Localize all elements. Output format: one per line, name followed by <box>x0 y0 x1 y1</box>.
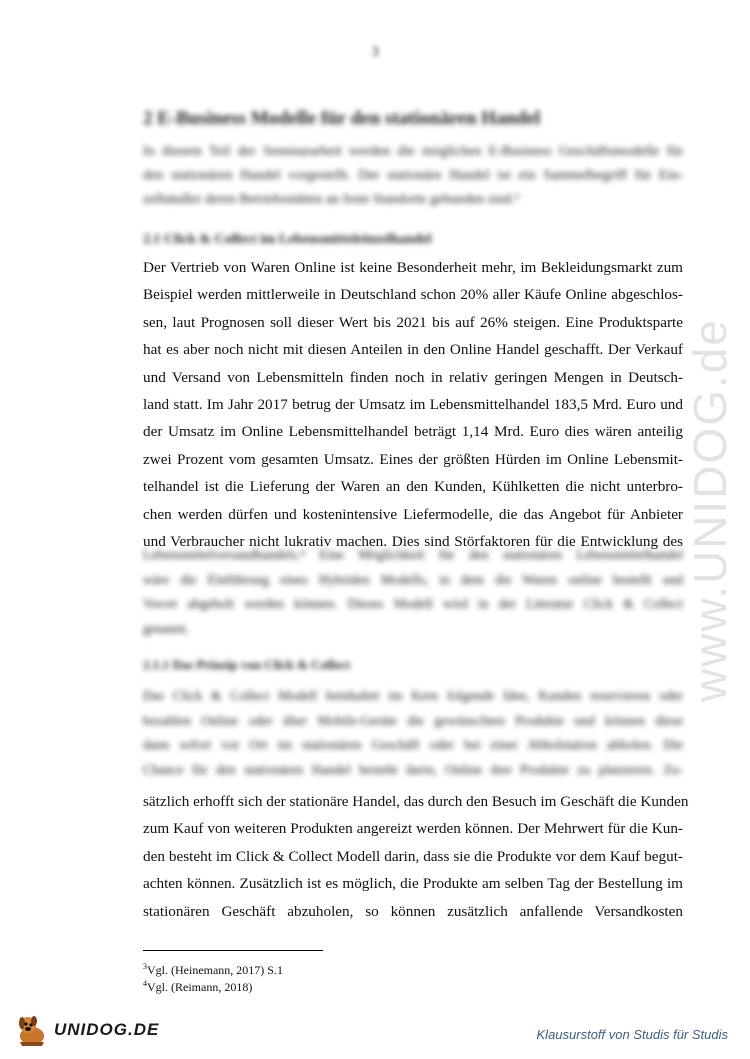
text-line: zelhändler deren Betriebsstätten an feste Standorte gebunden sind.³ <box>143 192 519 207</box>
text-line: den besteht im Click & Collect Modell darin, dass sie die Produkte vor dem Kauf begut- <box>143 847 683 865</box>
text-line: Der Vertrieb von Waren Online ist keine Besonderheit mehr, im Bekleidungsmarkt zum <box>143 259 683 276</box>
logo <box>14 1012 159 1048</box>
section-paragraph <box>143 254 683 555</box>
text-line: Chance für den stationären Handel besteht darin, Online ihre Produkte zu platzieren. Zu- <box>143 761 683 777</box>
footnote <box>143 960 283 977</box>
text-line: zwei Prozent vom gesamten Umsatz. Eines der größten Hürden im Online Lebensmit- <box>143 450 683 468</box>
text-line: In diesem Teil der Seminararbeit werden die möglichen E-Business Geschäftsmodelle für <box>143 144 683 159</box>
watermark <box>660 280 750 740</box>
subsection-paragraph-blurred <box>143 684 683 782</box>
text-line: und Verbraucher nicht lukrativ machen. Dies sind Störfaktoren für die Entwicklung des <box>143 532 683 550</box>
text-line: chen werden dürfen und kostenintensive Liefermodelle, die das Angebot für Anbieter <box>143 505 683 523</box>
text-line: zum Kauf von weiteren Produkten angereizt werden können. Der Mehrwert für die Kun- <box>143 820 683 838</box>
text-line: sätzlich erhofft sich der stationäre Handel, das durch den Besuch im Geschäft die Kunden <box>143 793 689 810</box>
section-paragraph-blurred <box>143 543 683 641</box>
text-line: hat es aber noch nicht mit diesen Anteilen in den Online Handel geschafft. Der Verkauf <box>143 341 683 359</box>
text-line: achten können. Zusätzlich ist es möglich, die Produkte am selben Tag der Bestellung im <box>143 875 683 893</box>
footnote-text: Vgl. (Heinemann, 2017) S.1 <box>147 963 283 977</box>
text-line: Vorort abgeholt werden können. Dieses Modell wird in der Literatur Click & Collect <box>143 596 683 611</box>
footnotes <box>143 960 283 994</box>
text-line: der Umsatz im Online Lebensmittelhandel beträgt 1,14 Mrd. Euro dies wären anteilig <box>143 423 683 441</box>
footnote-mark: 3 <box>143 962 147 971</box>
chapter-heading: 2 E-Business Modelle für den stationären Handel <box>143 108 541 129</box>
logo-text: UNIDOG.DE <box>54 1020 160 1039</box>
text-line: den stationären Handel vorgestellt. Der stationäre Handel ist ein Sammelbegriff für Ein- <box>143 168 683 183</box>
subsection-heading: 2.1.1 Das Prinzip von Click & Collect <box>143 657 351 672</box>
footnote-text: Vgl. (Reimann, 2018) <box>147 980 253 994</box>
text-line: dann sofort vor Ort im stationären Geschäft oder bei einer Abholstation abholen. Die <box>143 737 683 752</box>
text-line: land statt. Im Jahr 2017 betrug der Umsatz im Lebensmittelhandel 183,5 Mrd. Euro und <box>143 395 683 413</box>
text-line: telhandel ist die Lieferung der Waren an den Kunden, Kühlketten die nicht unterbro- <box>143 478 683 496</box>
text-line: Das Click & Collect Modell beinhaltet im Kern folgende Idee, Kunden reservieren oder <box>143 688 683 703</box>
text-line: bezahlen Online oder über Mobile-Geräte die gewünschten Produkte und können diese <box>143 712 683 728</box>
text-line: Lebensmittelversandhandels.⁴ Eine Möglichkeit für den stationären Lebensmittelhandel <box>143 547 683 562</box>
text-line: und Versand von Lebensmitteln finden noch in relativ geringen Mengen in Deutsch- <box>143 368 683 386</box>
footnote-mark: 4 <box>143 979 147 988</box>
text-line: genannt. <box>143 620 190 636</box>
text-line: wäre die Einführung eines Hybriden Modells, in dem die Waren online bestellt und <box>143 571 683 587</box>
section-heading: 2.1 Click & Collect im Lebensmitteleinzelhandel <box>143 232 432 247</box>
watermark-text: www.UNIDOG.de <box>684 318 736 702</box>
tagline: Klausurstoff von Studis für Studis <box>536 1027 728 1042</box>
text-line: stationären Geschäft abzuholen, so können zusätzlich anfallende Versandkosten <box>143 902 683 920</box>
subsection-paragraph <box>143 788 689 925</box>
text-line: Beispiel werden mittlerweile in Deutschland schon 20% aller Käufe Online abgeschlos- <box>143 286 683 304</box>
footnote-rule <box>143 950 323 951</box>
page-number: 3 <box>371 44 379 60</box>
dog-mascot-icon <box>14 1012 50 1048</box>
footnote <box>143 977 283 994</box>
text-line: sen, laut Prognosen soll dieser Wert bis 2021 bis auf 26% steigen. Eine Produktsparte <box>143 313 683 331</box>
intro-paragraph <box>143 140 683 212</box>
